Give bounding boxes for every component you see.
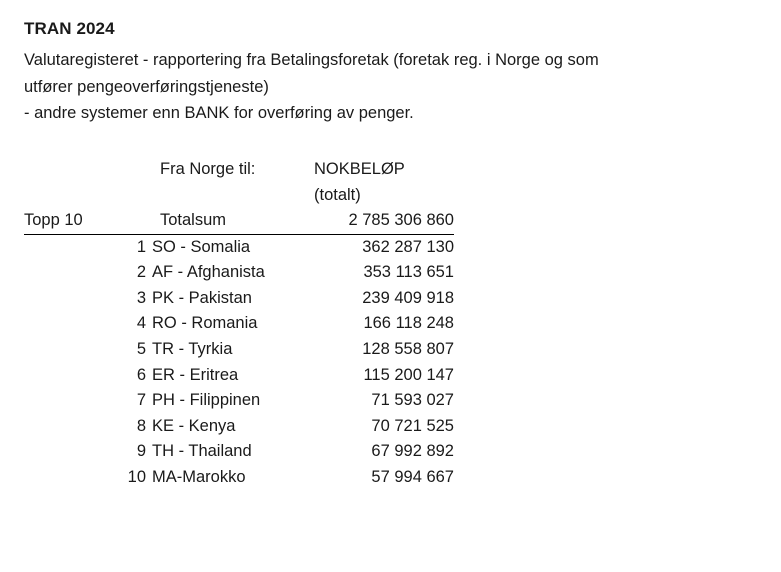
table-row [24, 465, 454, 491]
row-amount: 57 994 667 [371, 467, 454, 486]
row-rank: 7 [136, 391, 146, 410]
table-row [24, 388, 454, 414]
row-country: KE - Kenya [152, 416, 236, 435]
row-amount: 128 558 807 [362, 340, 454, 359]
table-row [24, 260, 454, 286]
report-table [24, 157, 454, 490]
subtitle-line-3: - andre systemer enn BANK for overføring av penger. [24, 104, 414, 123]
row-rank: 8 [136, 416, 146, 435]
row-country: PH - Filippinen [152, 391, 261, 410]
page-title: TRAN 2024 [24, 19, 115, 38]
row-country: MA-Marokko [152, 467, 246, 486]
total-sum-value: 2 785 306 860 [348, 211, 454, 230]
from-norway-label: Fra Norge til: [160, 160, 256, 179]
row-rank: 3 [136, 288, 146, 307]
amount-header-line1: NOKBELØP [314, 160, 405, 179]
empty-cell [24, 157, 152, 183]
total-sum-label: Totalsum [160, 211, 227, 230]
row-country: AF - Afghanista [152, 263, 265, 282]
row-country: SO - Somalia [152, 237, 251, 256]
table-row [24, 337, 454, 363]
table-row [24, 439, 454, 465]
row-amount: 67 992 892 [371, 442, 454, 461]
table-row [24, 311, 454, 337]
row-rank: 10 [127, 467, 146, 486]
row-amount: 239 409 918 [362, 288, 454, 307]
row-rank: 9 [136, 442, 146, 461]
row-rank: 4 [136, 314, 146, 333]
table-row [24, 363, 454, 389]
row-rank: 2 [136, 263, 146, 282]
row-country: TR - Tyrkia [152, 340, 233, 359]
table-row [24, 234, 454, 260]
table-header-row-1 [24, 157, 454, 183]
report-table-wrapper [24, 157, 757, 490]
row-amount: 353 113 651 [363, 263, 454, 282]
table-total-row [24, 208, 454, 234]
row-rank: 6 [136, 365, 146, 384]
row-amount: 71 593 027 [371, 391, 454, 410]
row-amount: 166 118 248 [363, 314, 454, 333]
row-country: RO - Romania [152, 314, 258, 333]
row-amount: 70 721 525 [371, 416, 454, 435]
report-table-body [24, 157, 454, 490]
table-header-row-2 [24, 183, 454, 209]
row-amount: 362 287 130 [362, 237, 454, 256]
empty-cell-2 [24, 183, 152, 209]
table-row [24, 414, 454, 440]
rank-column-header: Topp 10 [24, 211, 83, 230]
amount-header-line2: (totalt) [314, 185, 361, 204]
subtitle-line-2: utfører pengeoverføringstjeneste) [24, 77, 269, 96]
row-amount: 115 200 147 [363, 365, 454, 384]
row-rank: 5 [136, 340, 146, 359]
row-country: TH - Thailand [152, 442, 252, 461]
row-country: ER - Eritrea [152, 365, 239, 384]
row-rank: 1 [136, 237, 146, 256]
empty-cell-3 [152, 183, 300, 209]
table-row [24, 286, 454, 312]
subtitle-line-1: Valutaregisteret - rapportering fra Betalingsforetak (foretak reg. i Norge og som [24, 50, 599, 69]
document-subtitle [24, 47, 757, 127]
row-country: PK - Pakistan [152, 288, 252, 307]
